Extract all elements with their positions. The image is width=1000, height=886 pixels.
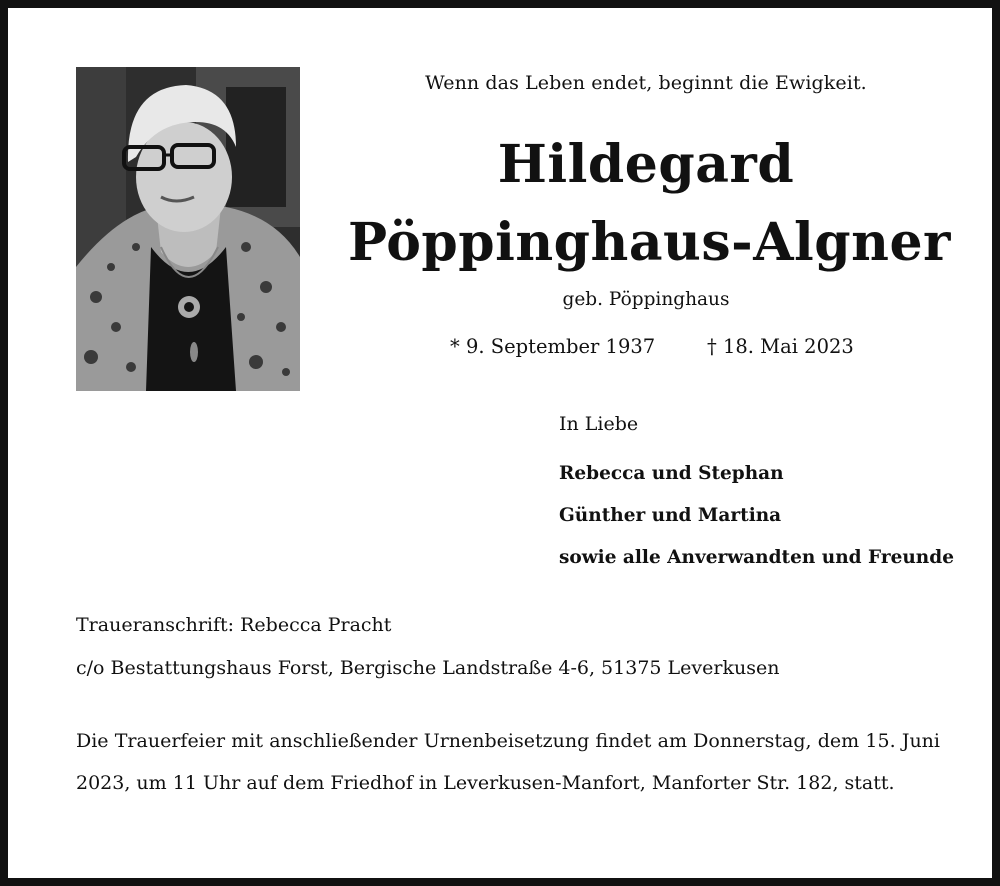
first-name: Hildegard bbox=[497, 134, 795, 195]
mourning-address-label: Traueranschrift: Rebecca Pracht bbox=[76, 614, 392, 636]
motto: Wenn das Leben endet, beginnt die Ewigkeit. bbox=[425, 72, 867, 94]
mourners-list bbox=[559, 461, 954, 587]
mourner-line: Rebecca und Stephan bbox=[559, 463, 784, 484]
surname: Pöppinghaus-Algner bbox=[348, 212, 951, 273]
mourner-line: Günther und Martina bbox=[559, 505, 782, 526]
birth-name: geb. Pöppinghaus bbox=[562, 289, 730, 310]
portrait-photo bbox=[76, 67, 300, 391]
birth-date: * 9. September 1937 bbox=[450, 335, 656, 358]
mourning-address: c/o Bestattungshaus Forst, Bergische Landstraße 4-6, 51375 Leverkusen bbox=[76, 657, 780, 679]
death-date: † 18. Mai 2023 bbox=[707, 335, 854, 358]
deceased-name bbox=[348, 126, 951, 282]
in-love-label: In Liebe bbox=[559, 413, 639, 435]
funeral-service-text: Die Trauerfeier mit anschließender Urnenbeisetzung findet am Donnerstag, dem 15. Juni 2023, um 11 Uhr auf dem Friedhof in Leverkusen-Manfort, Manforter Str. 182, statt. bbox=[76, 730, 940, 794]
mourner-line: sowie alle Anverwandten und Freunde bbox=[559, 547, 954, 568]
